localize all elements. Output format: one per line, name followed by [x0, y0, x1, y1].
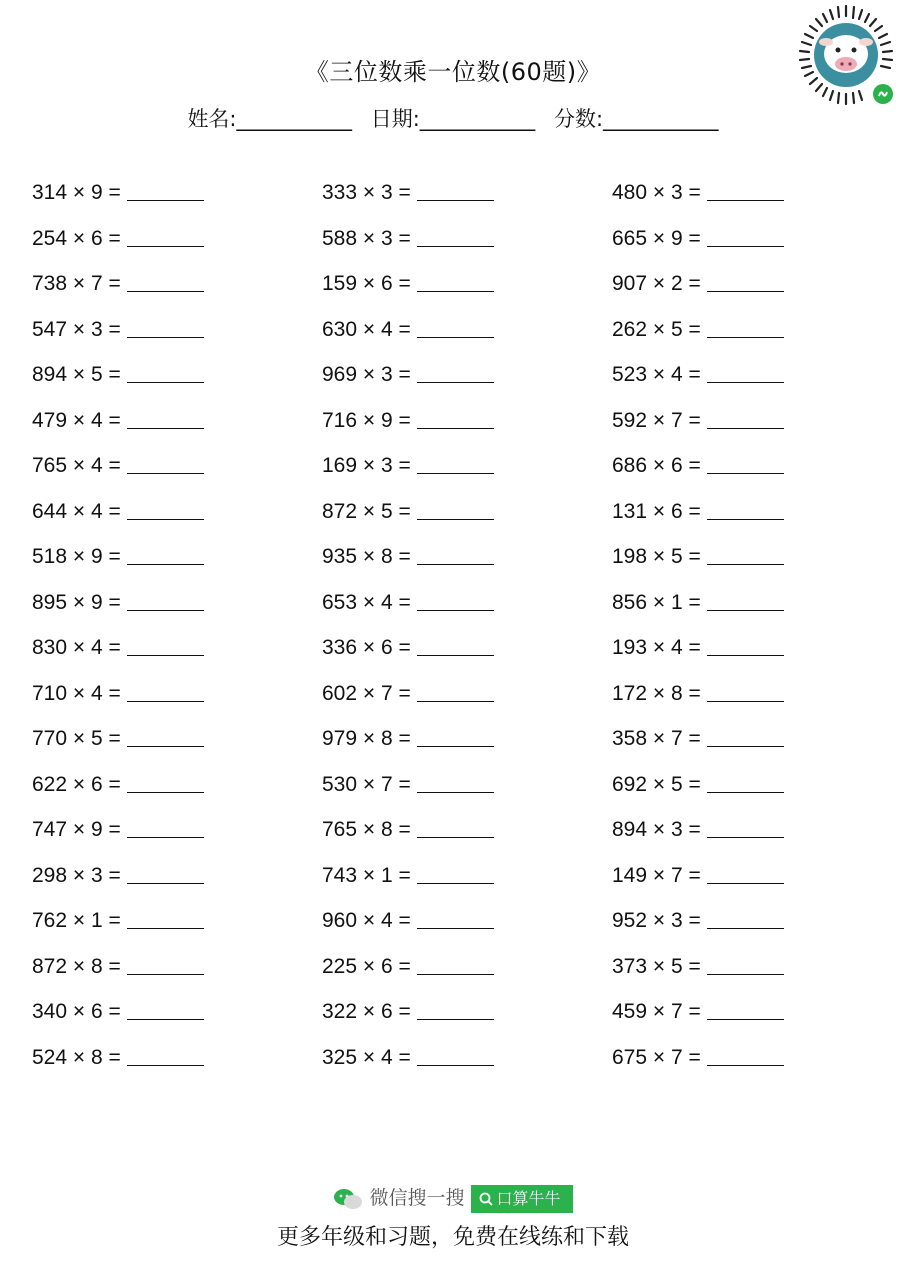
problem-item: [32, 497, 204, 527]
answer-blank[interactable]: [417, 588, 494, 611]
answer-blank[interactable]: [707, 770, 784, 793]
name-blank: ___________: [236, 107, 353, 131]
problem-item: [322, 861, 494, 891]
answer-blank[interactable]: [127, 588, 204, 611]
problem-expression: 952 × 3 =: [612, 909, 701, 932]
problem-expression: 254 × 6 =: [32, 227, 121, 250]
problem-item: [322, 1043, 494, 1073]
date-label: 日期:: [370, 107, 420, 131]
answer-blank[interactable]: [127, 861, 204, 884]
search-term: 口算牛牛: [496, 1188, 561, 1208]
worksheet-title: 《三位数乘一位数(60题)》: [304, 58, 602, 86]
problem-item: [322, 952, 494, 982]
problem-expression: 644 × 4 =: [32, 500, 121, 523]
problem-expression: 325 × 4 =: [322, 1046, 411, 1069]
problem-item: [32, 588, 204, 618]
problem-item: [612, 997, 784, 1027]
problem-expression: 530 × 7 =: [322, 773, 411, 796]
answer-blank[interactable]: [707, 679, 784, 702]
footer-tagline: 更多年级和习题，免费在线练和下载: [276, 1225, 629, 1250]
answer-blank[interactable]: [417, 724, 494, 747]
problem-expression: 373 × 5 =: [612, 955, 701, 978]
problem-expression: 479 × 4 =: [32, 409, 121, 432]
problem-item: [612, 952, 784, 982]
problem-expression: 340 × 6 =: [32, 1000, 121, 1023]
problem-item: [612, 815, 784, 845]
problem-item: [32, 224, 204, 254]
answer-blank[interactable]: [707, 906, 784, 929]
answer-blank[interactable]: [127, 770, 204, 793]
search-term-box[interactable]: [471, 1185, 573, 1213]
problem-item: [612, 542, 784, 572]
problem-item: [612, 451, 784, 481]
answer-blank[interactable]: [127, 633, 204, 656]
answer-blank[interactable]: [707, 360, 784, 383]
answer-blank[interactable]: [417, 451, 494, 474]
answer-blank[interactable]: [707, 633, 784, 656]
answer-blank[interactable]: [707, 406, 784, 429]
problem-item: [322, 906, 494, 936]
problem-item: [612, 906, 784, 936]
answer-blank[interactable]: [127, 724, 204, 747]
answer-blank[interactable]: [707, 815, 784, 838]
answer-blank[interactable]: [417, 178, 494, 201]
problem-item: [32, 406, 204, 436]
answer-blank[interactable]: [127, 997, 204, 1020]
problem-item: [612, 724, 784, 754]
problem-expression: 159 × 6 =: [322, 272, 411, 295]
answer-blank[interactable]: [707, 952, 784, 975]
answer-blank[interactable]: [127, 451, 204, 474]
problem-item: [322, 815, 494, 845]
date-blank: ___________: [419, 107, 536, 131]
answer-blank[interactable]: [127, 679, 204, 702]
problem-item: [322, 360, 494, 390]
answer-blank[interactable]: [127, 315, 204, 338]
problem-expression: 602 × 7 =: [322, 682, 411, 705]
problem-expression: 358 × 7 =: [612, 727, 701, 750]
problem-expression: 872 × 8 =: [32, 955, 121, 978]
problem-expression: 193 × 4 =: [612, 636, 701, 659]
name-label: 姓名:: [187, 107, 237, 131]
problem-expression: 765 × 8 =: [322, 818, 411, 841]
problem-item: [612, 178, 784, 208]
answer-blank[interactable]: [417, 269, 494, 292]
problem-item: [32, 906, 204, 936]
problem-expression: 716 × 9 =: [322, 409, 411, 432]
problem-expression: 907 × 2 =: [612, 272, 701, 295]
problem-item: [322, 178, 494, 208]
problem-expression: 856 × 1 =: [612, 591, 701, 614]
problem-item: [612, 497, 784, 527]
problem-item: [32, 1043, 204, 1073]
problem-item: [322, 451, 494, 481]
problem-expression: 675 × 7 =: [612, 1046, 701, 1069]
answer-blank[interactable]: [417, 952, 494, 975]
problem-item: [322, 224, 494, 254]
problem-item: [612, 679, 784, 709]
answer-blank[interactable]: [127, 406, 204, 429]
problem-expression: 547 × 3 =: [32, 318, 121, 341]
problem-item: [322, 633, 494, 663]
answer-blank[interactable]: [707, 588, 784, 611]
answer-blank[interactable]: [417, 1043, 494, 1066]
answer-blank[interactable]: [417, 861, 494, 884]
problem-item: [32, 952, 204, 982]
answer-blank[interactable]: [707, 497, 784, 520]
problem-item: [322, 997, 494, 1027]
problem-expression: 686 × 6 =: [612, 454, 701, 477]
problem-expression: 592 × 7 =: [612, 409, 701, 432]
problem-item: [612, 360, 784, 390]
problem-item: [32, 770, 204, 800]
problem-item: [322, 269, 494, 299]
problem-item: [32, 451, 204, 481]
problem-expression: 322 × 6 =: [322, 1000, 411, 1023]
problem-item: [322, 588, 494, 618]
problem-expression: 692 × 5 =: [612, 773, 701, 796]
problem-expression: 298 × 3 =: [32, 864, 121, 887]
problem-expression: 588 × 3 =: [322, 227, 411, 250]
problem-item: [32, 269, 204, 299]
problem-item: [32, 679, 204, 709]
wechat-search-label: 微信搜一搜: [369, 1187, 465, 1209]
problem-item: [612, 770, 784, 800]
problem-expression: 518 × 9 =: [32, 545, 121, 568]
problem-expression: 333 × 3 =: [322, 181, 411, 204]
answer-blank[interactable]: [417, 815, 494, 838]
problem-item: [32, 315, 204, 345]
problem-item: [612, 224, 784, 254]
problem-item: [32, 633, 204, 663]
problem-item: [612, 315, 784, 345]
answer-blank[interactable]: [707, 315, 784, 338]
answer-blank[interactable]: [127, 952, 204, 975]
answer-blank[interactable]: [127, 360, 204, 383]
problem-item: [612, 269, 784, 299]
answer-blank[interactable]: [417, 497, 494, 520]
problem-expression: 336 × 6 =: [322, 636, 411, 659]
problem-expression: 762 × 1 =: [32, 909, 121, 932]
answer-blank[interactable]: [707, 542, 784, 565]
problem-item: [322, 406, 494, 436]
problem-expression: 524 × 8 =: [32, 1046, 121, 1069]
answer-blank[interactable]: [417, 406, 494, 429]
problem-item: [322, 770, 494, 800]
answer-blank[interactable]: [127, 497, 204, 520]
answer-blank[interactable]: [417, 906, 494, 929]
problem-expression: 523 × 4 =: [612, 363, 701, 386]
problem-item: [32, 360, 204, 390]
problem-expression: 710 × 4 =: [32, 682, 121, 705]
answer-blank[interactable]: [127, 178, 204, 201]
problem-expression: 894 × 3 =: [612, 818, 701, 841]
answer-blank[interactable]: [707, 451, 784, 474]
problem-expression: 960 × 4 =: [322, 909, 411, 932]
problem-expression: 969 × 3 =: [322, 363, 411, 386]
score-blank: ___________: [603, 107, 719, 131]
problem-item: [32, 815, 204, 845]
problem-item: [612, 406, 784, 436]
problem-item: [612, 1043, 784, 1073]
answer-blank[interactable]: [417, 542, 494, 565]
problem-item: [322, 724, 494, 754]
problem-expression: 935 × 8 =: [322, 545, 411, 568]
answer-blank[interactable]: [707, 269, 784, 292]
problem-item: [32, 542, 204, 572]
problem-expression: 198 × 5 =: [612, 545, 701, 568]
problem-expression: 262 × 5 =: [612, 318, 701, 341]
wechat-icon: [333, 1188, 363, 1210]
problem-item: [322, 315, 494, 345]
answer-blank[interactable]: [707, 224, 784, 247]
answer-blank[interactable]: [417, 770, 494, 793]
problem-item: [612, 861, 784, 891]
answer-blank[interactable]: [127, 906, 204, 929]
score-label: 分数:: [553, 107, 604, 131]
answer-blank[interactable]: [417, 679, 494, 702]
problem-expression: 665 × 9 =: [612, 227, 701, 250]
problem-expression: 830 × 4 =: [32, 636, 121, 659]
problem-expression: 622 × 6 =: [32, 773, 121, 796]
problem-expression: 743 × 1 =: [322, 864, 411, 887]
answer-blank[interactable]: [127, 224, 204, 247]
problem-expression: 653 × 4 =: [322, 591, 411, 614]
problem-expression: 872 × 5 =: [322, 500, 411, 523]
answer-blank[interactable]: [127, 542, 204, 565]
problem-expression: 895 × 9 =: [32, 591, 121, 614]
problem-expression: 480 × 3 =: [612, 181, 701, 204]
answer-blank[interactable]: [707, 997, 784, 1020]
answer-blank[interactable]: [417, 633, 494, 656]
answer-blank[interactable]: [417, 360, 494, 383]
problem-expression: 770 × 5 =: [32, 727, 121, 750]
answer-blank[interactable]: [417, 997, 494, 1020]
answer-blank[interactable]: [707, 724, 784, 747]
wechat-search-promo: [0, 1184, 906, 1213]
problem-item: [322, 679, 494, 709]
answer-blank[interactable]: [417, 315, 494, 338]
problem-expression: 169 × 3 =: [322, 454, 411, 477]
answer-blank[interactable]: [127, 1043, 204, 1066]
problem-item: [322, 497, 494, 527]
answer-blank[interactable]: [707, 861, 784, 884]
problem-item: [322, 542, 494, 572]
problem-item: [32, 178, 204, 208]
problem-item: [612, 633, 784, 663]
problem-expression: 630 × 4 =: [322, 318, 411, 341]
problem-expression: 131 × 6 =: [612, 500, 701, 523]
problem-expression: 979 × 8 =: [322, 727, 411, 750]
problem-expression: 149 × 7 =: [612, 864, 701, 887]
problem-expression: 459 × 7 =: [612, 1000, 701, 1023]
answer-blank[interactable]: [417, 224, 494, 247]
problem-expression: 172 × 8 =: [612, 682, 701, 705]
problem-item: [32, 861, 204, 891]
problem-item: [32, 724, 204, 754]
problem-expression: 747 × 9 =: [32, 818, 121, 841]
answer-blank[interactable]: [127, 815, 204, 838]
answer-blank[interactable]: [707, 178, 784, 201]
problem-expression: 314 × 9 =: [32, 181, 121, 204]
answer-blank[interactable]: [707, 1043, 784, 1066]
search-icon: [479, 1192, 493, 1206]
problem-expression: 225 × 6 =: [322, 955, 411, 978]
answer-blank[interactable]: [127, 269, 204, 292]
problem-expression: 765 × 4 =: [32, 454, 121, 477]
problem-expression: 894 × 5 =: [32, 363, 121, 386]
problem-item: [32, 997, 204, 1027]
problem-expression: 738 × 7 =: [32, 272, 121, 295]
problem-item: [612, 588, 784, 618]
